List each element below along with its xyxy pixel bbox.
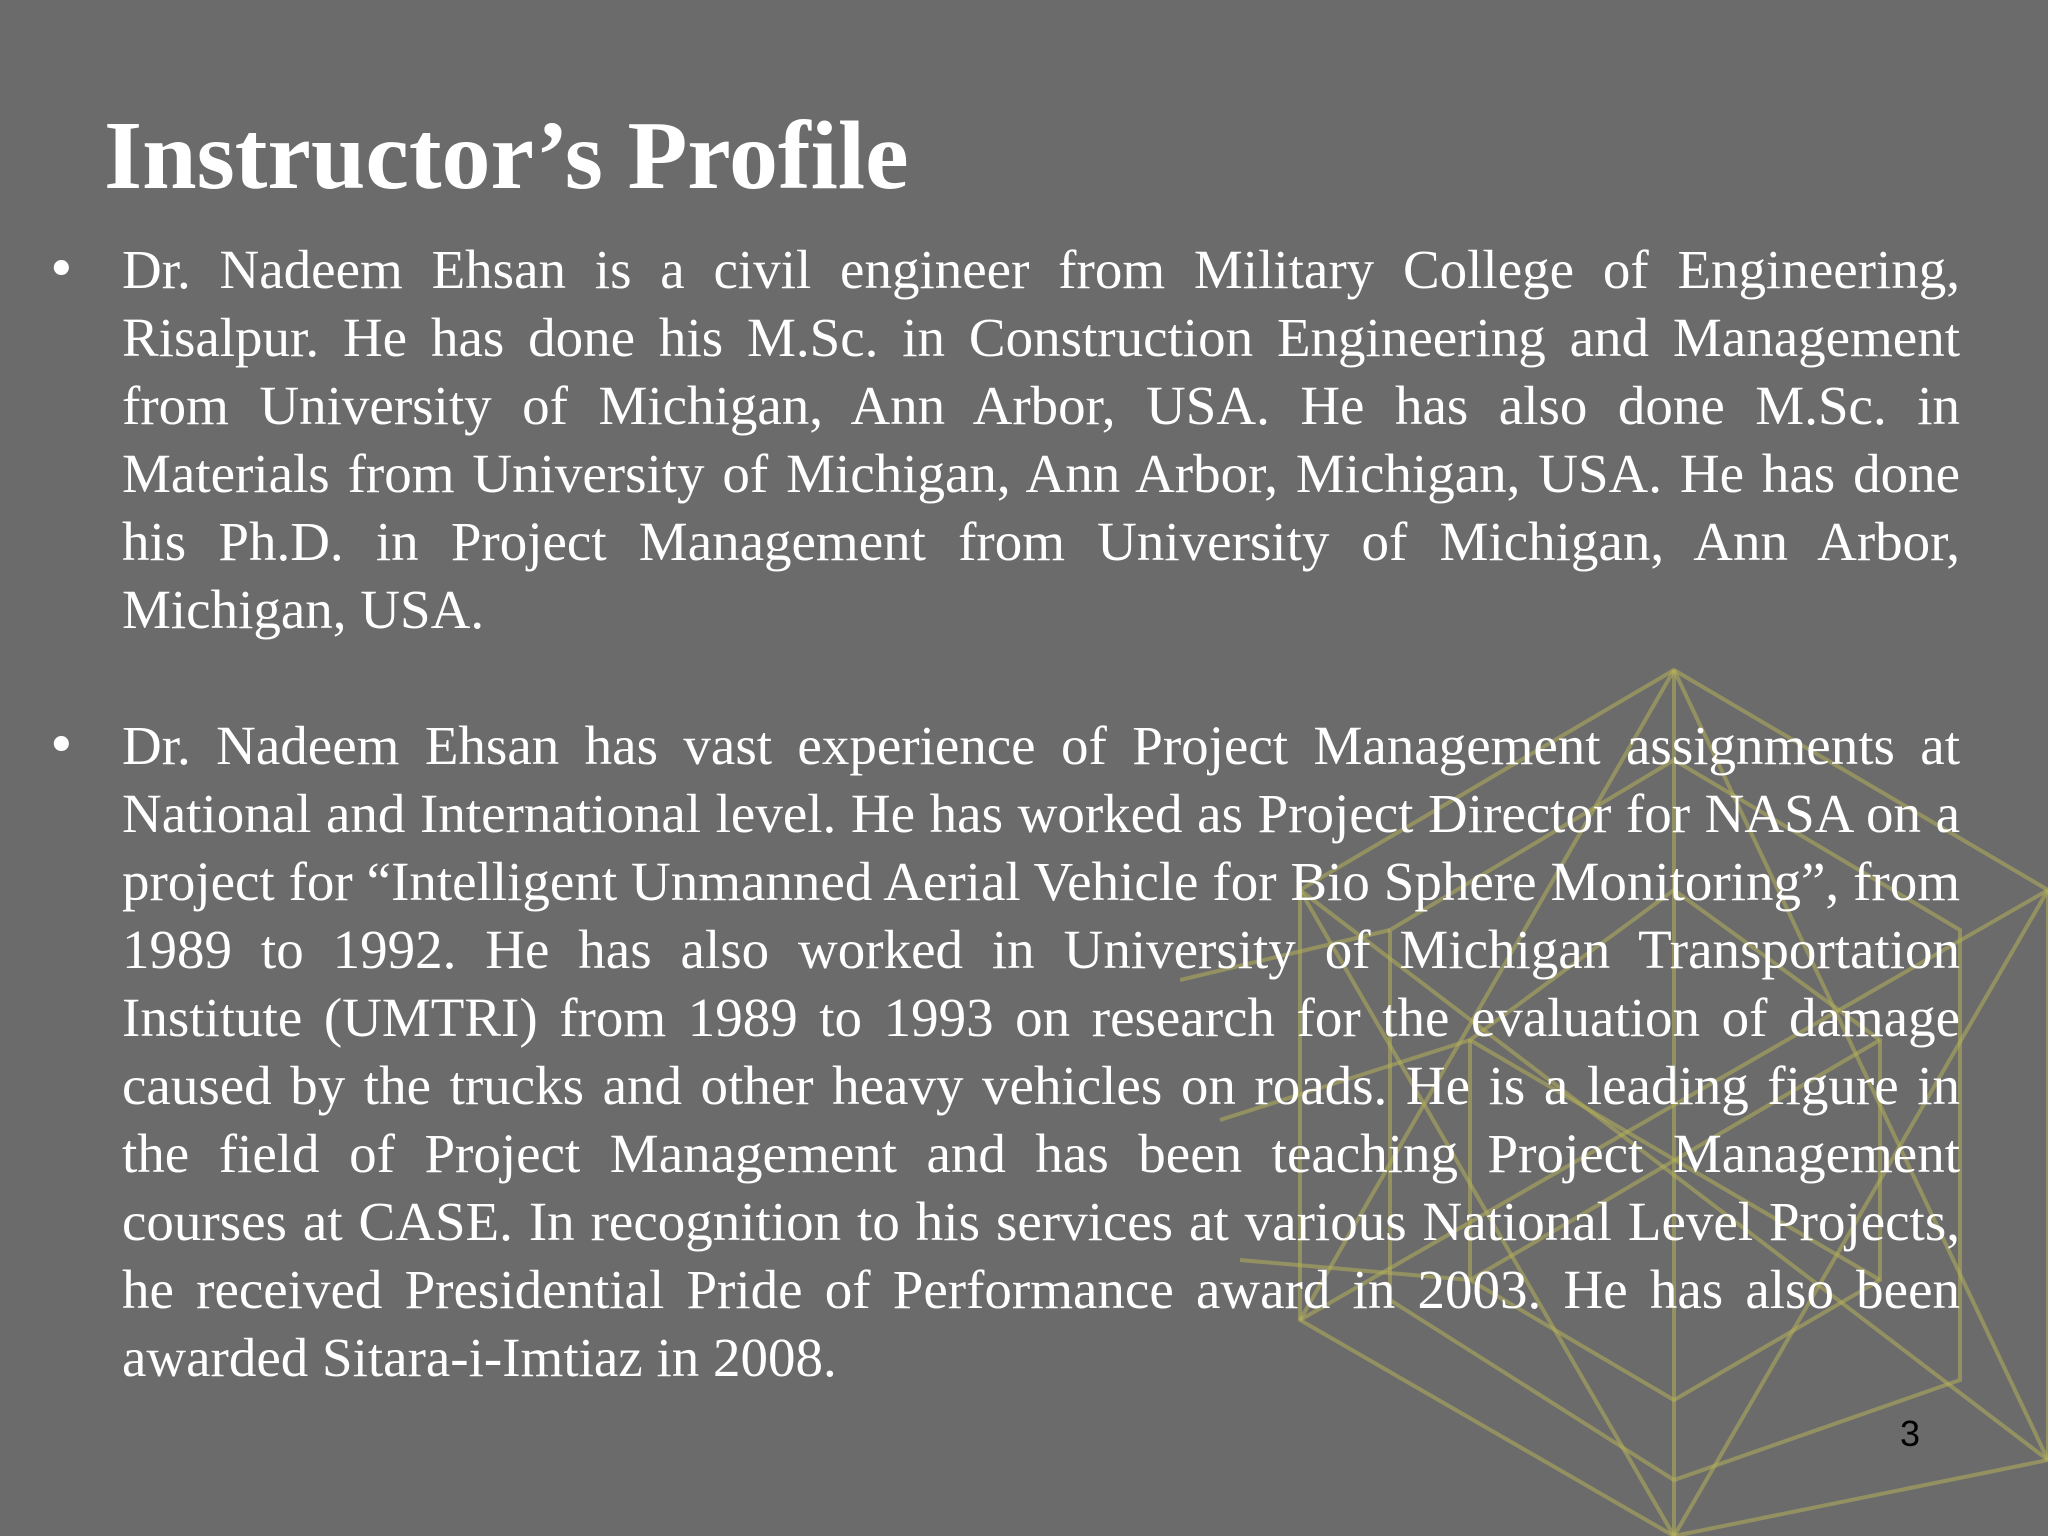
- bullet-list: [40, 236, 1960, 1460]
- bullet-icon: •: [46, 716, 77, 776]
- page-number: 3: [1899, 1413, 1921, 1454]
- bullet-text-experience: Dr. Nadeem Ehsan has vast experience of Project Management assignments at National and International level. He has worked as Project Director for NASA on a project for “Intelligent Unmanned Aerial Vehicle for Bio Sphere Monitoring”, from 1989 to 1992. He has also worked in University of Michigan Transportation Institute (UMTRI) from 1989 to 1993 on research for the evaluation of damage caused by the trucks and other heavy vehicles on roads. He is a leading figure in the field of Project Management and has been teaching Project Management courses at CASE. In recognition to his services at various National Level Projects, he received Presidential Pride of Performance award in 2003. He has also been awarded Sitara-i-Imtiaz in 2008.: [122, 715, 1960, 1388]
- bullet-icon: •: [46, 240, 77, 300]
- bullet-item-education: [40, 236, 1960, 644]
- bullet-text-education: Dr. Nadeem Ehsan is a civil engineer from Military College of Engineering, Risalpur. He has done his M.Sc. in Construction Engineering and Management from University of Michigan, Ann Arbor, USA. He has also done M.Sc. in Materials from University of Michigan, Ann Arbor, Michigan, USA. He has done his Ph.D. in Project Management from University of Michigan, Ann Arbor, Michigan, USA.: [122, 239, 1960, 640]
- slide-title: Instructor’s Profile: [104, 102, 909, 210]
- bullet-item-experience: [40, 712, 1960, 1392]
